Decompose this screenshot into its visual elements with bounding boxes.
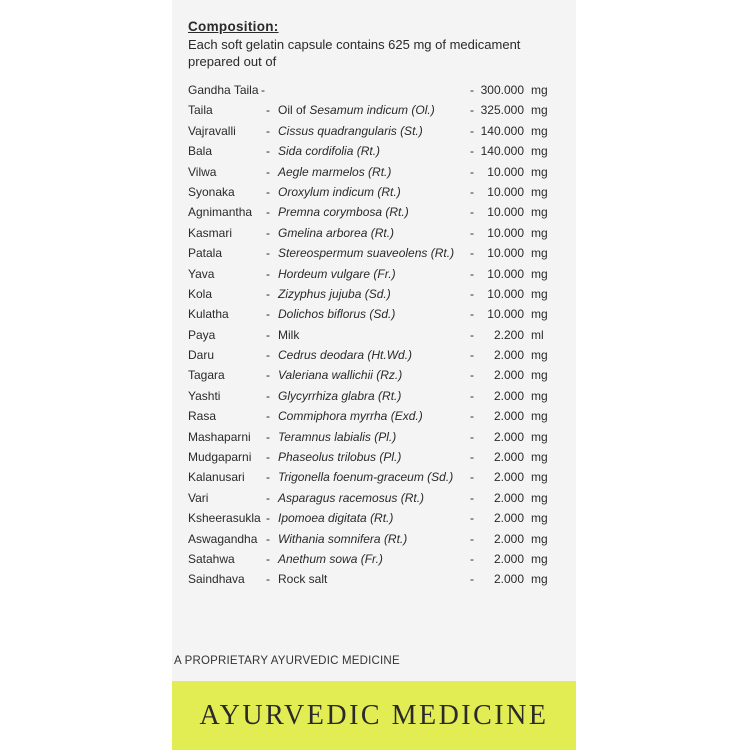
ingredient-source — [278, 529, 407, 549]
separator-dash: - — [266, 470, 270, 485]
ingredient-quantity: 2.000 — [493, 511, 524, 526]
ingredient-quantity: 2.000 — [493, 368, 524, 383]
band-title: AYURVEDIC MEDICINE — [199, 700, 549, 731]
ingredient-row — [188, 325, 558, 345]
ingredient-row — [188, 182, 558, 202]
composition-header — [188, 18, 548, 70]
separator-dash: - — [266, 205, 270, 220]
ingredient-row — [188, 141, 558, 161]
source-prefix: Rock salt — [278, 572, 328, 587]
separator-dash: - — [266, 368, 270, 383]
quantity-dash: - — [470, 225, 474, 240]
separator-dash: - — [266, 307, 270, 322]
ingredient-name: Patala — [188, 246, 223, 261]
ingredient-unit: mg — [531, 307, 548, 322]
ingredient-source — [278, 202, 409, 222]
quantity-dash: - — [470, 348, 474, 363]
quantity-dash: - — [470, 184, 474, 199]
ingredient-unit: mg — [531, 551, 548, 566]
ingredient-name: Syonaka — [188, 184, 235, 199]
ingredient-unit: mg — [531, 266, 548, 281]
composition-intro: Each soft gelatin capsule contains 625 mg of medicament prepared out of — [188, 37, 521, 69]
proprietary-label: A PROPRIETARY AYURVEDIC MEDICINE — [174, 655, 400, 667]
ingredient-unit: mg — [531, 286, 548, 301]
ingredient-source — [278, 141, 380, 161]
botanical-name: Zizyphus jujuba (Sd.) — [278, 286, 391, 301]
separator-dash: - — [266, 429, 270, 444]
botanical-name: Stereospermum suaveolens (Rt.) — [278, 246, 455, 261]
ingredient-source — [278, 100, 435, 120]
quantity-dash: - — [470, 307, 474, 322]
ingredient-list — [188, 80, 558, 590]
botanical-name: Withania somnifera (Rt.) — [278, 531, 408, 546]
ingredient-row — [188, 121, 558, 141]
ingredient-name: Bala — [188, 144, 213, 159]
ingredient-source — [278, 447, 401, 467]
separator-dash: - — [266, 388, 270, 403]
ingredient-unit: mg — [531, 103, 548, 118]
separator-dash: - — [266, 490, 270, 505]
botanical-name: Oroxylum indicum (Rt.) — [278, 184, 401, 199]
ingredient-row — [188, 467, 558, 487]
ingredient-quantity: 2.000 — [493, 409, 524, 424]
quantity-dash: - — [470, 450, 474, 465]
ingredient-unit: mg — [531, 368, 548, 383]
quantity-dash: - — [470, 144, 474, 159]
separator-dash: - — [266, 286, 270, 301]
ingredient-source — [278, 549, 383, 569]
separator-dash: - — [266, 225, 270, 240]
ingredient-name: Vilwa — [188, 164, 217, 179]
ingredient-source — [278, 386, 401, 406]
ingredient-quantity: 10.000 — [487, 266, 524, 281]
separator-dash: - — [266, 327, 270, 342]
ingredient-row — [188, 447, 558, 467]
ingredient-source — [278, 182, 401, 202]
separator-dash: - — [266, 551, 270, 566]
ingredient-source — [278, 427, 396, 447]
ingredient-quantity: 2.000 — [493, 388, 524, 403]
botanical-name: Ipomoea digitata (Rt.) — [278, 511, 394, 526]
quantity-dash: - — [470, 266, 474, 281]
ingredient-quantity: 325.000 — [480, 103, 524, 118]
ingredient-unit: mg — [531, 470, 548, 485]
separator-dash: - — [266, 123, 270, 138]
botanical-name: Teramnus labialis (Pl.) — [278, 429, 397, 444]
ingredient-name: Saindhava — [188, 572, 245, 587]
separator-dash: - — [266, 103, 270, 118]
ingredient-quantity: 2.000 — [493, 429, 524, 444]
separator-dash: - — [266, 184, 270, 199]
quantity-dash: - — [470, 531, 474, 546]
ingredient-row — [188, 80, 558, 100]
botanical-name: Cedrus deodara (Ht.Wd.) — [278, 348, 413, 363]
separator-dash: - — [266, 348, 270, 363]
ingredient-unit: ml — [531, 327, 544, 342]
ingredient-name: Kola — [188, 286, 213, 301]
ingredient-source — [278, 467, 453, 487]
ingredient-unit: mg — [531, 83, 548, 97]
separator-dash: - — [266, 164, 270, 179]
botanical-name: Glycyrrhiza glabra (Rt.) — [278, 388, 402, 403]
quantity-dash: - — [470, 429, 474, 444]
ingredient-row — [188, 243, 558, 263]
botanical-name: Sesamum indicum (Ol.) — [309, 103, 435, 118]
separator-dash: - — [266, 531, 270, 546]
botanical-name: Asparagus racemosus (Rt.) — [278, 490, 425, 505]
ingredient-source — [278, 223, 394, 243]
separator-dash: - — [266, 266, 270, 281]
ingredient-quantity: 10.000 — [487, 246, 524, 261]
ingredient-name: Ksheerasukla — [188, 511, 261, 526]
ingredient-unit: mg — [531, 490, 548, 505]
quantity-dash: - — [470, 103, 474, 118]
ingredient-name: Mudgaparni — [188, 450, 252, 465]
ingredient-quantity: 2.000 — [493, 348, 524, 363]
quantity-dash: - — [470, 551, 474, 566]
quantity-dash: - — [470, 123, 474, 138]
ingredient-name: Yava — [188, 266, 215, 281]
ingredient-unit: mg — [531, 388, 548, 403]
ingredient-name: Vari — [188, 490, 209, 505]
ingredient-name: Kulatha — [188, 307, 229, 322]
separator-dash: - — [261, 83, 265, 97]
ingredient-unit: mg — [531, 123, 548, 138]
ingredient-quantity: 10.000 — [487, 225, 524, 240]
ingredient-quantity: 2.000 — [493, 531, 524, 546]
ingredient-quantity: 2.000 — [493, 470, 524, 485]
ingredient-row — [188, 508, 558, 528]
ingredient-row — [188, 162, 558, 182]
botanical-name: Valeriana wallichii (Rz.) — [278, 368, 403, 383]
ingredient-source — [278, 488, 424, 508]
ingredient-source — [278, 284, 391, 304]
source-prefix: Oil of — [278, 103, 310, 118]
ingredient-name: Satahwa — [188, 551, 235, 566]
ingredient-quantity: 140.000 — [480, 123, 524, 138]
ingredient-source — [278, 508, 393, 528]
ingredient-unit: mg — [531, 225, 548, 240]
quantity-dash: - — [470, 388, 474, 403]
ingredient-row — [188, 223, 558, 243]
ingredient-name: Vajravalli — [188, 123, 236, 138]
ingredient-row — [188, 488, 558, 508]
ingredient-name: Agnimantha — [188, 205, 253, 220]
ingredient-name: Paya — [188, 327, 216, 342]
quantity-dash: - — [470, 327, 474, 342]
separator-dash: - — [266, 450, 270, 465]
ingredient-quantity: 300.000 — [480, 83, 524, 97]
ingredient-row — [188, 304, 558, 324]
ingredient-row — [188, 549, 558, 569]
ingredient-unit: mg — [531, 450, 548, 465]
botanical-name: Gmelina arborea (Rt.) — [278, 225, 395, 240]
quantity-dash: - — [470, 490, 474, 505]
quantity-dash: - — [470, 470, 474, 485]
ingredient-name: Gandha Taila — [188, 83, 259, 97]
ingredient-row — [188, 529, 558, 549]
ingredient-unit: mg — [531, 184, 548, 199]
ingredient-quantity: 10.000 — [487, 184, 524, 199]
botanical-name: Anethum sowa (Fr.) — [278, 551, 383, 566]
ingredient-source — [278, 121, 423, 141]
botanical-name: Commiphora myrrha (Exd.) — [278, 409, 423, 424]
ingredient-source — [278, 325, 299, 345]
ingredient-name: Yashti — [188, 388, 221, 403]
source-prefix: Milk — [278, 327, 300, 342]
ingredient-row — [188, 284, 558, 304]
ingredient-unit: mg — [531, 164, 548, 179]
ingredient-unit: mg — [531, 409, 548, 424]
medicine-band — [172, 681, 576, 750]
botanical-name: Sida cordifolia (Rt.) — [278, 144, 381, 159]
ingredient-unit: mg — [531, 511, 548, 526]
ingredient-row — [188, 100, 558, 120]
ingredient-row — [188, 569, 558, 589]
separator-dash: - — [266, 409, 270, 424]
ingredient-name: Tagara — [188, 368, 225, 383]
ingredient-quantity: 2.000 — [493, 572, 524, 587]
ingredient-row — [188, 386, 558, 406]
ingredient-source — [278, 345, 412, 365]
ingredient-source — [278, 162, 391, 182]
ingredient-name: Daru — [188, 348, 215, 363]
botanical-name: Aegle marmelos (Rt.) — [278, 164, 392, 179]
ingredient-source — [278, 264, 396, 284]
ingredient-quantity: 2.000 — [493, 490, 524, 505]
ingredient-source — [278, 406, 423, 426]
ingredient-source — [278, 365, 402, 385]
ingredient-row — [188, 406, 558, 426]
ingredient-unit: mg — [531, 572, 548, 587]
quantity-dash: - — [470, 572, 474, 587]
ingredient-name: Rasa — [188, 409, 217, 424]
quantity-dash: - — [470, 83, 474, 97]
ingredient-unit: mg — [531, 246, 548, 261]
ingredient-quantity: 10.000 — [487, 307, 524, 322]
botanical-name: Cissus quadrangularis (St.) — [278, 123, 423, 138]
botanical-name: Hordeum vulgare (Fr.) — [278, 266, 396, 281]
separator-dash: - — [266, 572, 270, 587]
ingredient-source — [278, 304, 395, 324]
ingredient-row — [188, 427, 558, 447]
quantity-dash: - — [470, 511, 474, 526]
quantity-dash: - — [470, 409, 474, 424]
ingredient-quantity: 2.200 — [493, 327, 524, 342]
quantity-dash: - — [470, 368, 474, 383]
ingredient-source — [278, 243, 454, 263]
ingredient-name: Kalanusari — [188, 470, 245, 485]
ingredient-name: Mashaparni — [188, 429, 251, 444]
ingredient-quantity: 10.000 — [487, 286, 524, 301]
ingredient-unit: mg — [531, 348, 548, 363]
botanical-name: Premna corymbosa (Rt.) — [278, 205, 409, 220]
ingredient-unit: mg — [531, 144, 548, 159]
botanical-name: Dolichos biflorus (Sd.) — [278, 307, 396, 322]
ingredient-name: Kasmari — [188, 225, 233, 240]
quantity-dash: - — [470, 246, 474, 261]
quantity-dash: - — [470, 205, 474, 220]
ingredient-name: Taila — [188, 103, 213, 118]
botanical-name: Phaseolus trilobus (Pl.) — [278, 450, 402, 465]
botanical-name: Trigonella foenum-graceum (Sd.) — [278, 470, 454, 485]
ingredient-unit: mg — [531, 531, 548, 546]
separator-dash: - — [266, 511, 270, 526]
ingredient-source — [278, 569, 327, 589]
ingredient-quantity: 2.000 — [493, 450, 524, 465]
ingredient-quantity: 2.000 — [493, 551, 524, 566]
composition-title: Composition: — [188, 19, 279, 34]
ingredient-quantity: 10.000 — [487, 205, 524, 220]
ingredient-unit: mg — [531, 205, 548, 220]
ingredient-unit: mg — [531, 429, 548, 444]
separator-dash: - — [266, 246, 270, 261]
separator-dash: - — [266, 144, 270, 159]
ingredient-row — [188, 202, 558, 222]
ingredient-quantity: 140.000 — [480, 144, 524, 159]
ingredient-quantity: 10.000 — [487, 164, 524, 179]
ingredient-row — [188, 345, 558, 365]
quantity-dash: - — [470, 286, 474, 301]
quantity-dash: - — [470, 164, 474, 179]
ingredient-row — [188, 264, 558, 284]
ingredient-row — [188, 365, 558, 385]
ingredient-name: Aswagandha — [188, 531, 258, 546]
